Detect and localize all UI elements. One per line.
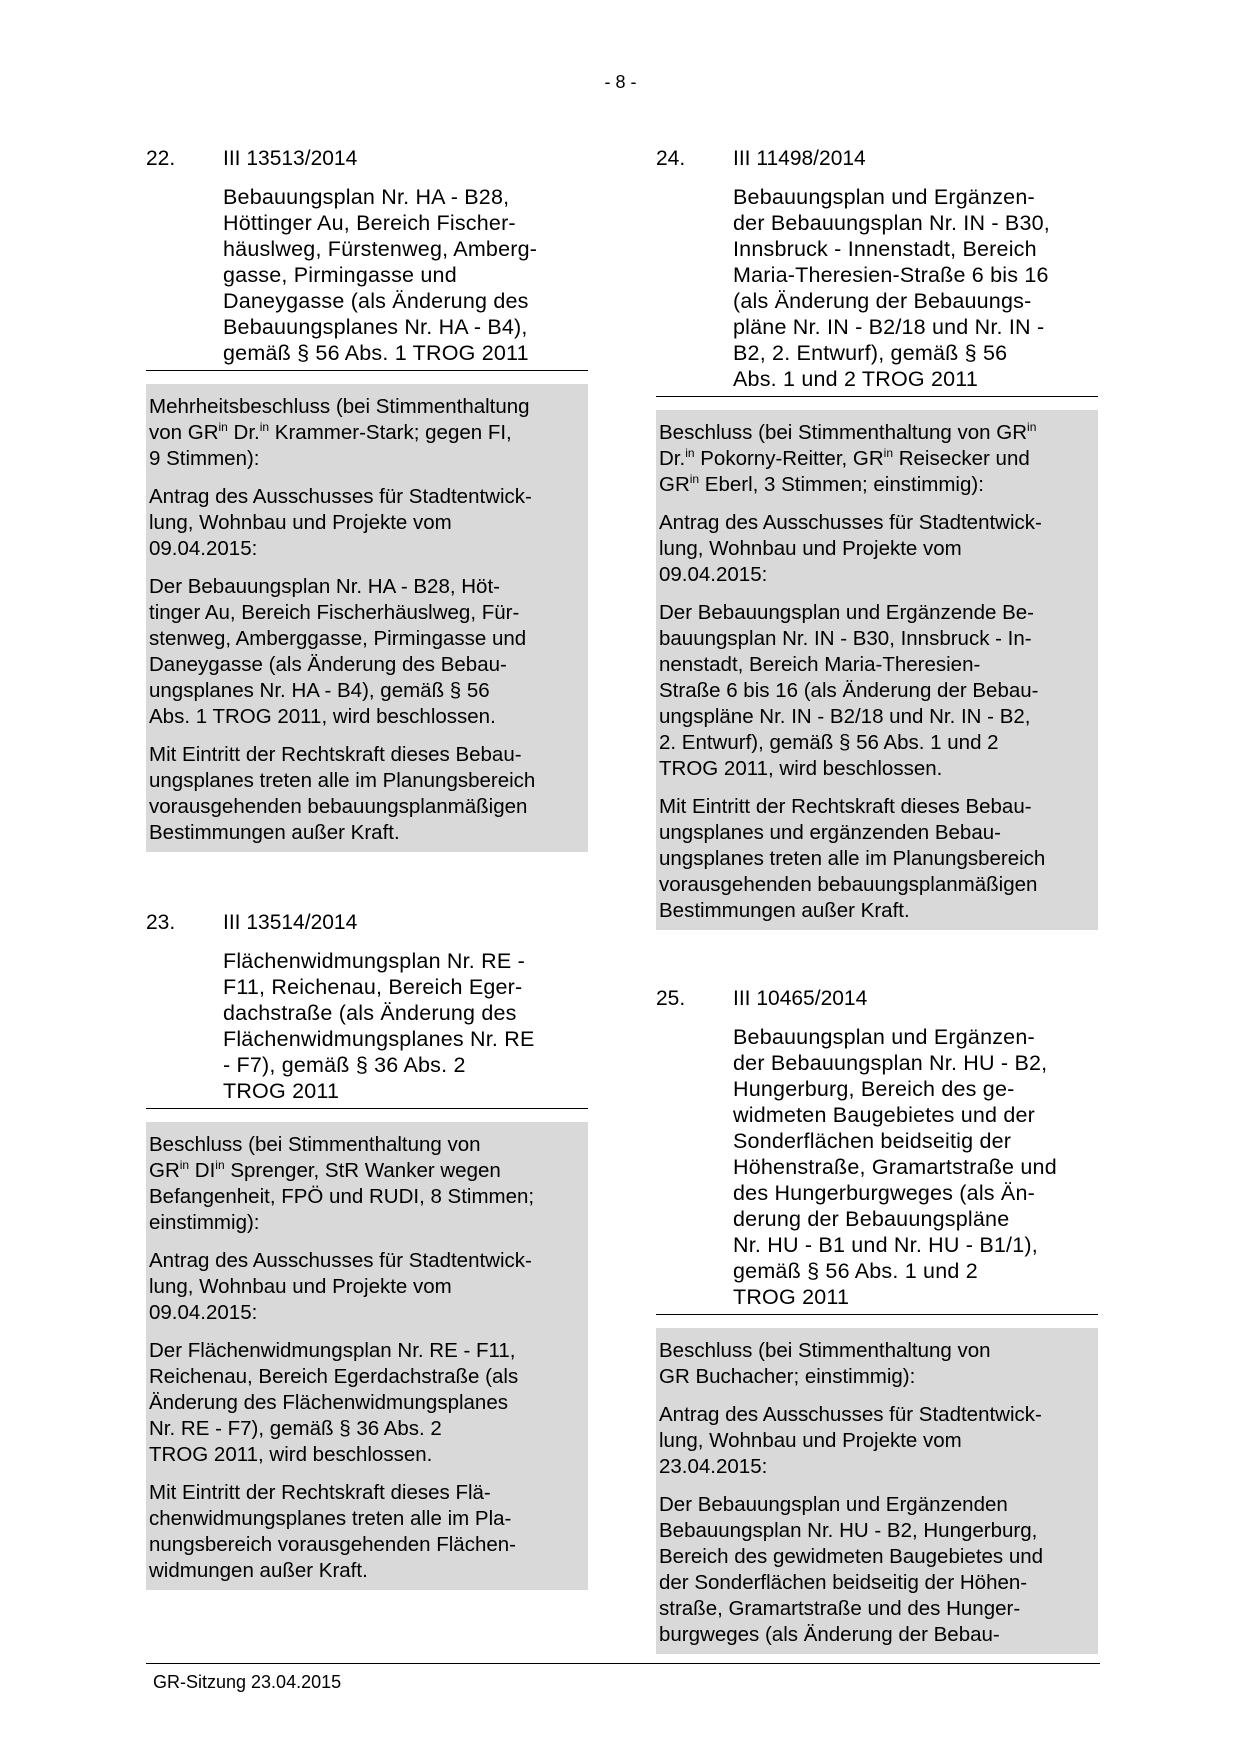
motion-text: Antrag des Ausschusses für Stadtentwick- lung, Wohnbau und Projekte vom 09.04.2015: [149, 485, 532, 560]
decision-box [656, 410, 1098, 930]
item-number: 25. [656, 987, 686, 1010]
title-line: Flächenwidmungsplanes Nr. RE [223, 1027, 535, 1051]
title-line: B2, 2. Entwurf), gemäß § 56 [733, 341, 1008, 365]
decision-text: Mehrheitsbeschluss (bei Stimmenthaltung von $GR^{in}$ Dr.$^{in}$ Krammer-Stark; gegen FI, 9 Stimmen): [149, 395, 530, 470]
motion-text: Antrag des Ausschusses für Stadtentwick- lung, Wohnbau und Projekte vom 09.04.2015: [149, 1249, 532, 1324]
title-line: (als Änderung der Bebauungs- [733, 289, 1032, 313]
agenda-item-24 [656, 146, 1098, 930]
title-line: - F7), gemäß § 36 Abs. 2 [223, 1053, 466, 1077]
agenda-item-22 [146, 146, 588, 852]
decision-text: Beschluss (bei Stimmenthaltung von GR Buchacher; einstimmig): [659, 1339, 991, 1388]
title-line: gemäß § 56 Abs. 1 TROG 2011 [223, 341, 529, 365]
divider [146, 370, 588, 371]
title-line: TROG 2011 [223, 1079, 340, 1103]
item-title [223, 948, 588, 1108]
item-title [733, 184, 1098, 396]
divider [146, 1108, 588, 1109]
title-line: Daneygasse (als Änderung des [223, 289, 529, 313]
title-line: häuslweg, Fürstenweg, Amberg- [223, 237, 538, 261]
item-reference: III 11498/2014 [733, 147, 866, 170]
effect-text: Mit Eintritt der Rechtskraft dieses Flä- chenwidmungsplanes treten alle im Pla- nungsbereich vorausgehenden Flächen- widmungen außer Kraft. [149, 1481, 516, 1582]
agenda-item-23 [146, 910, 588, 1590]
item-reference: III 10465/2014 [733, 987, 868, 1010]
title-line: der Bebauungsplan Nr. IN - B30, [733, 211, 1050, 235]
title-line: Flächenwidmungsplan Nr. RE - [223, 949, 525, 973]
effect-text: Mit Eintritt der Rechtskraft dieses Bebau- ungsplanes treten alle im Planungsbereich vorausgehenden bebauungsplanmäßigen Bestimmungen außer Kraft. [149, 743, 536, 844]
decision-text: Beschluss (bei Stimmenthaltung von $GR^{in}$ Dr.$^{in}$ Pokorny-Reitter, $GR^{in}$ Reisecker und $GR^{in}$ Eberl, 3 Stimmen; einstimmig): [659, 420, 1037, 496]
motion-text: Antrag des Ausschusses für Stadtentwick- lung, Wohnbau und Projekte vom 09.04.2015: [659, 511, 1042, 586]
title-line: derung der Bebauungspläne [733, 1207, 1010, 1231]
left-column [146, 146, 588, 1634]
title-line: Hungerburg, Bereich des ge- [733, 1077, 1015, 1101]
item-number: 22. [146, 147, 176, 170]
footer-session-date: GR-Sitzung 23.04.2015 [153, 1672, 342, 1692]
title-line: Bebauungsplan und Ergänzen- [733, 185, 1035, 209]
page-number: - 8 - [604, 72, 637, 92]
effect-text: Mit Eintritt der Rechtskraft dieses Bebau- ungsplanes und ergänzenden Bebau- ungsplanes treten alle im Planungsbereich vorausgehenden bebauungsplanmäßigen Bestimmungen außer Kraft. [659, 795, 1046, 922]
title-line: Nr. HU - B1 und Nr. HU - B1/1), [733, 1233, 1038, 1257]
footer-divider [146, 1663, 1100, 1664]
title-line: Höhenstraße, Gramartstraße und [733, 1155, 1057, 1179]
title-line: der Bebauungsplan Nr. HU - B2, [733, 1051, 1048, 1075]
title-line: F11, Reichenau, Bereich Eger- [223, 975, 523, 999]
title-line: Bebauungsplanes Nr. HA - B4), [223, 315, 528, 339]
resolution-text: Der Flächenwidmungsplan Nr. RE - F11, Reichenau, Bereich Egerdachstraße (als Änderung des Flächenwidmungsplanes Nr. RE - F7), gemäß § 36 Abs. 2 TROG 2011, wird beschlossen. [149, 1339, 519, 1466]
decision-box [146, 384, 588, 852]
decision-box [656, 1328, 1098, 1654]
motion-text: Antrag des Ausschusses für Stadtentwick- lung, Wohnbau und Projekte vom 23.04.2015: [659, 1403, 1042, 1478]
title-line: Innsbruck - Innenstadt, Bereich [733, 237, 1037, 261]
title-line: Bebauungsplan und Ergänzen- [733, 1025, 1035, 1049]
decision-box [146, 1122, 588, 1590]
title-line: Sonderflächen beidseitig der [733, 1129, 1012, 1153]
title-line: Maria-Theresien-Straße 6 bis 16 [733, 263, 1049, 287]
title-line: Abs. 1 und 2 TROG 2011 [733, 367, 979, 391]
title-line: gemäß § 56 Abs. 1 und 2 [733, 1259, 978, 1283]
title-line: gasse, Pirmingasse und [223, 263, 457, 287]
resolution-text: Der Bebauungsplan und Ergänzende Be- bauungsplan Nr. IN - B30, Innsbruck - In- nenstadt, Bereich Maria-Theresien- Straße 6 bis 16 (als Änderung der Bebau- ungspläne Nr. IN - B2/18 und Nr. IN - B2, 2. Entwurf), gemäß § 56 Abs. 1 und 2 TROG 2011, wird beschlossen. [659, 601, 1039, 780]
divider [656, 396, 1098, 397]
right-column [656, 146, 1098, 1698]
item-number: 23. [146, 911, 176, 934]
item-reference: III 13513/2014 [223, 147, 358, 170]
divider [656, 1314, 1098, 1315]
title-line: Bebauungsplan Nr. HA - B28, [223, 185, 510, 209]
title-line: pläne Nr. IN - B2/18 und Nr. IN - [733, 315, 1045, 339]
title-line: des Hungerburgweges (als Än- [733, 1181, 1035, 1205]
title-line: dachstraße (als Änderung des [223, 1001, 517, 1025]
title-line: TROG 2011 [733, 1285, 850, 1309]
item-title [223, 184, 588, 370]
item-reference: III 13514/2014 [223, 911, 358, 934]
agenda-item-25 [656, 986, 1098, 1654]
item-title [733, 1024, 1098, 1314]
resolution-text: Der Bebauungsplan und Ergänzenden Bebauungsplan Nr. HU - B2, Hungerburg, Bereich des gewidmeten Baugebietes und der Sonderflächen beidseitig der Höhen- straße, Gramartstraße und des Hunger- burgweges (als Änderung der Bebau- [659, 1493, 1044, 1646]
decision-text: Beschluss (bei Stimmenthaltung von $GR^{in}$ $DI^{in}$ Sprenger, StR Wanker wegen Befangenheit, FPÖ und RUDI, 8 Stimmen; einstimmig): [149, 1133, 535, 1234]
title-line: widmeten Baugebietes und der [733, 1103, 1036, 1127]
item-number: 24. [656, 147, 686, 170]
resolution-text: Der Bebauungsplan Nr. HA - B28, Höt- tinger Au, Bereich Fischerhäuslweg, Für- stenweg, Amberggasse, Pirmingasse und Daneygasse (als Änderung des Bebau- ungsplanes Nr. HA - B4), gemäß § 56 Abs. 1 TROG 2011, wird beschlossen. [149, 575, 527, 728]
title-line: Höttinger Au, Bereich Fischer- [223, 211, 516, 235]
